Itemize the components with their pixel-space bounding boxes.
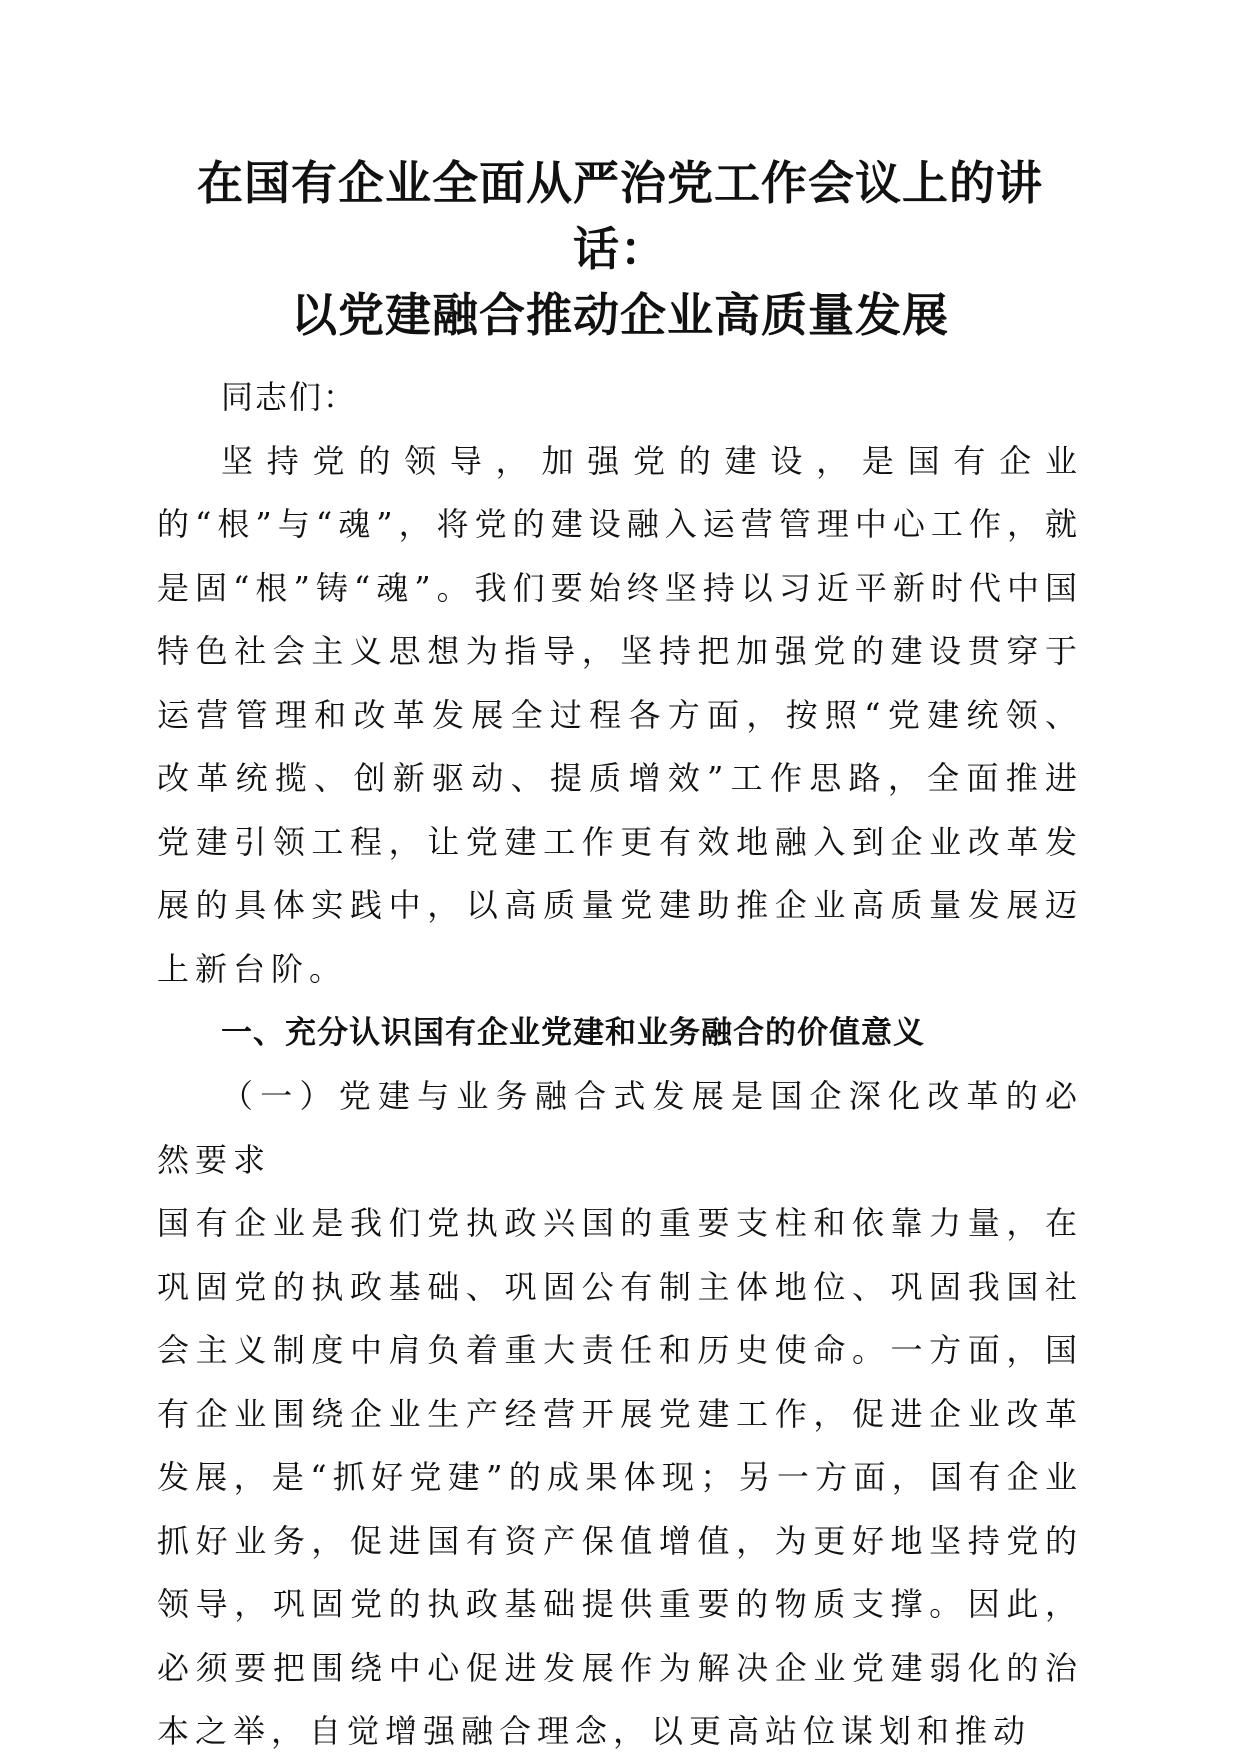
document-page <box>157 150 1083 1764</box>
subsection-1-paragraph: 国有企业是我们党执政兴国的重要支柱和依靠力量，在巩固党的执政基础、巩固公有制主体地位、巩固我国社会主义制度中肩负着重大责任和历史使命。一方面，国有企业围绕企业生产经营开展党建工作，促进企业改革发展，是“抓好党建”的成果体现；另一方面，国有企业抓好业务，促进国有资产保值增值，为更好地坚持党的领导，巩固党的执政基础提供重要的物质支撑。因此，必须要把围绕中心促进发展作为解决企业党建弱化的治本之举，自觉增强融合理念，以更高站位谋划和推动 <box>157 1204 1083 1750</box>
title-line-1: 在国有企业全面从严治党工作会议上的讲话： <box>197 156 1043 276</box>
intro-paragraph: 坚持党的领导，加强党的建设，是国有企业的“根”与“魂”，将党的建设融入运营管理中心工作，就是固“根”铸“魂”。我们要始终坚持以习近平新时代中国特色社会主义思想为指导，坚持把加强党的建设贯穿于运营管理和改革发展全过程各方面，按照“党建统领、改革统揽、创新驱动、提质增效”工作思路，全面推进党建引领工程，让党建工作更有效地融入到企业改革发展的具体实践中，以高质量党建助推企业高质量发展迈上新台阶。 <box>157 441 1083 988</box>
greeting: 同志们： <box>221 378 358 416</box>
title-line-2: 以党建融合推动企业高质量发展 <box>291 288 949 342</box>
document-title <box>157 150 1083 348</box>
subsection-1-heading: （一）党建与业务融合式发展是国企深化改革的必然要求 <box>157 1077 1083 1179</box>
section-1-heading: 一、充分认识国有企业党建和业务融合的价值意义 <box>221 1015 925 1051</box>
